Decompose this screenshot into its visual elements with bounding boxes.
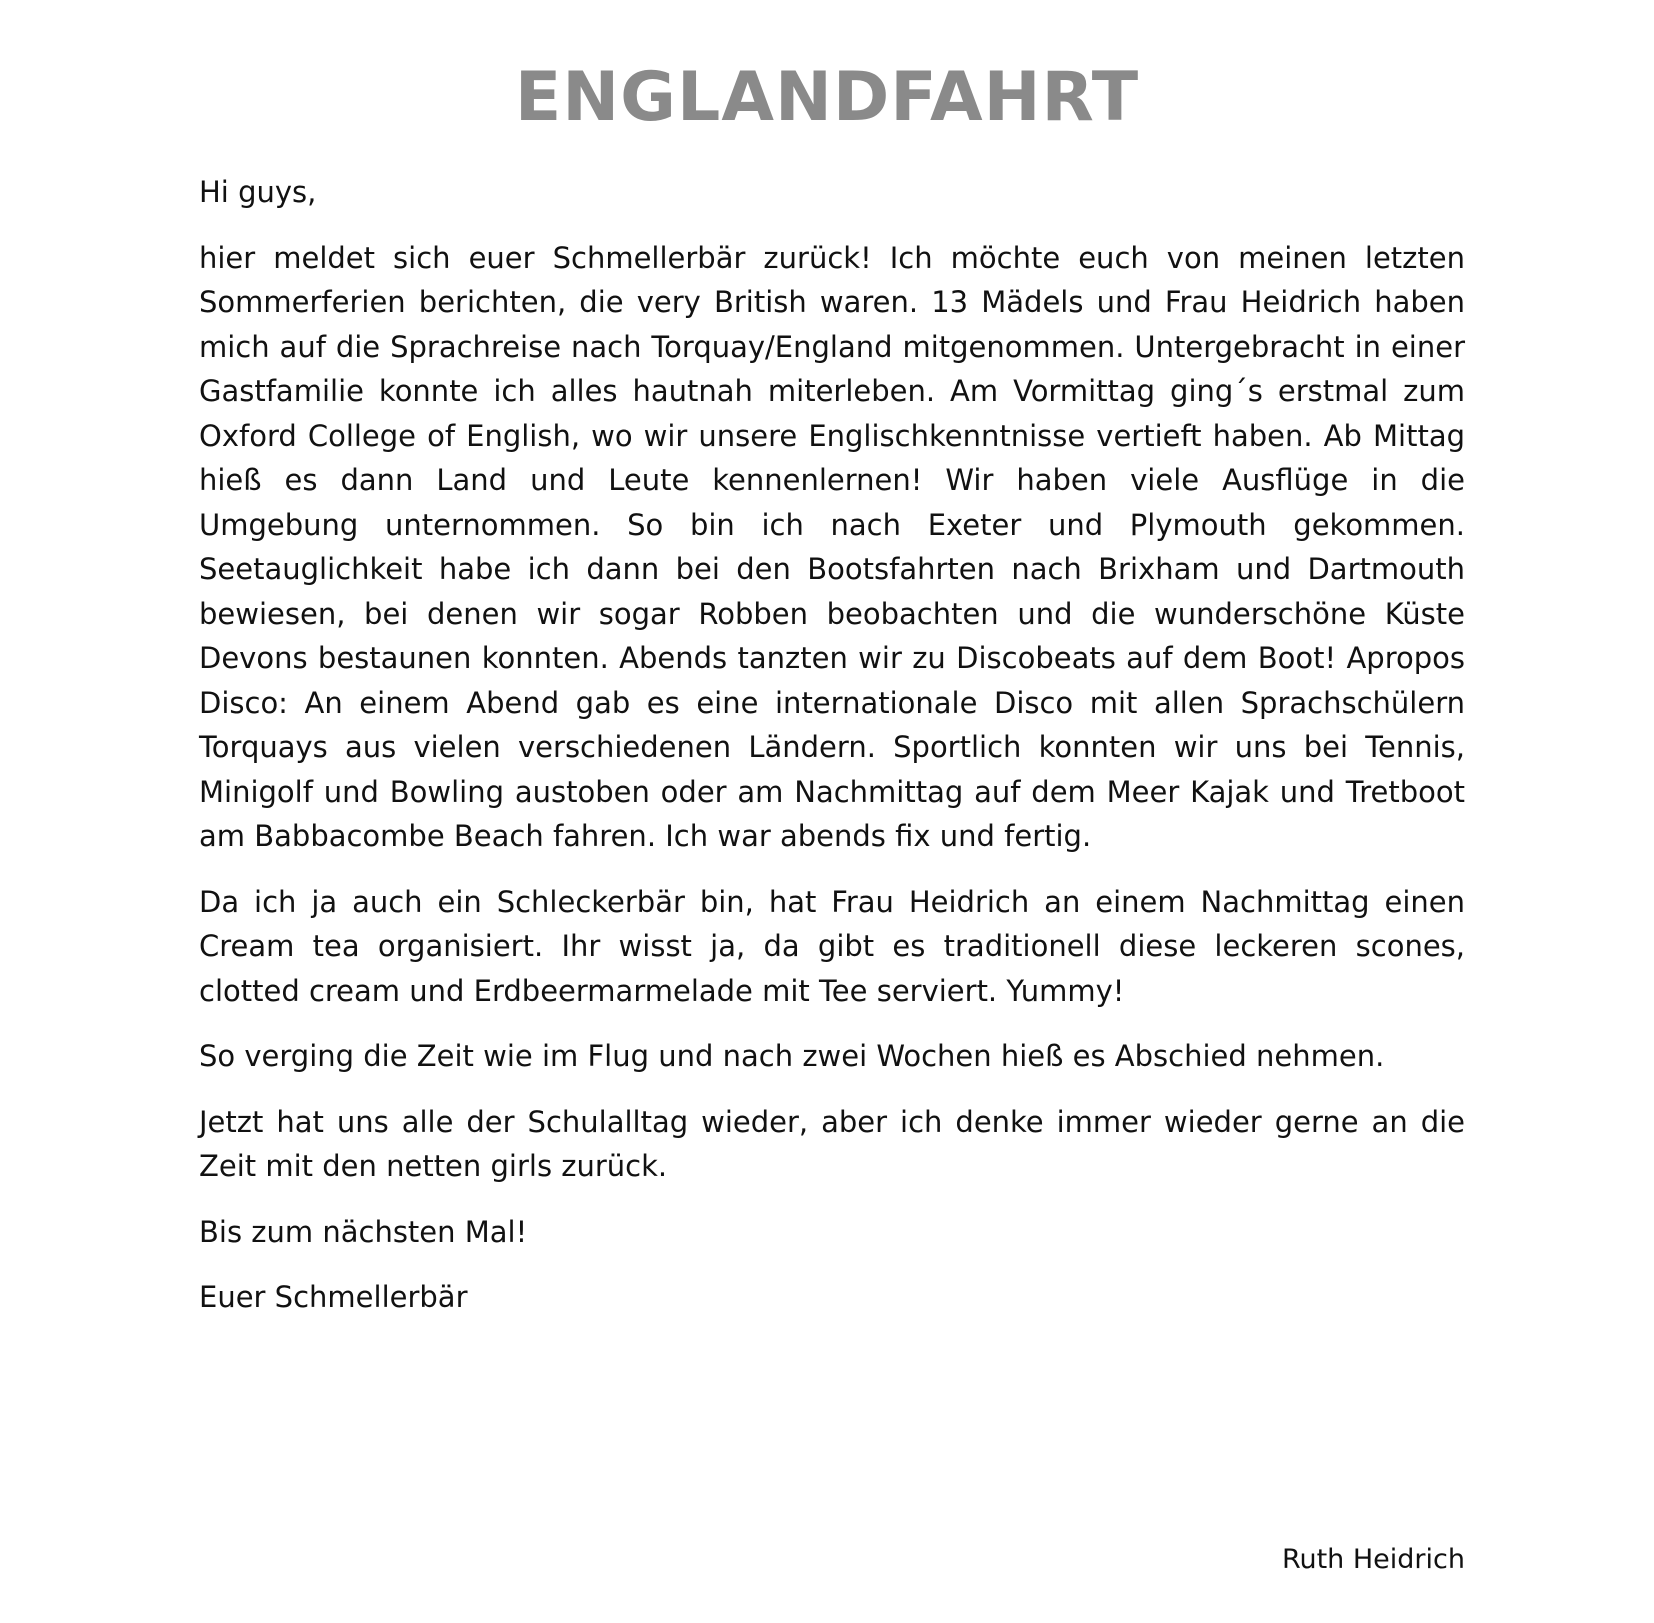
closing-line: Bis zum nächsten Mal!	[199, 1214, 528, 1249]
paragraph-cream-tea: Da ich ja auch ein Schleckerbär bin, hat Frau Heidrich an einem Nachmittag einen Cream tea organisiert. Ihr wisst ja, da gibt es traditionell diese leckeren scones, clotted cream und Erdbeermarmelade mit Tee serviert. Yummy!	[199, 884, 1465, 1008]
paragraph-school: Jetzt hat uns alle der Schulalltag wieder, aber ich denke immer wieder gerne an die Zeit mit den netten girls zurück.	[199, 1104, 1465, 1183]
letter-body	[199, 170, 1465, 1341]
signature: Euer Schmellerbär	[199, 1280, 468, 1314]
author-name: Ruth Heidrich	[1281, 1544, 1465, 1575]
paragraph-main: hier meldet sich euer Schmellerbär zurück! Ich möchte euch von meinen letzten Sommerferien berichten, die very British waren. 13 Mädels und Frau Heidrich haben mich auf die Sprachreise nach Torquay/England mitgenommen. Untergebracht in einer Gastfamilie konnte ich alles hautnah miterleben. Am Vormittag ging´s erstmal zum Oxford College of English, wo wir unsere Englischkenntnisse vertieft haben. Ab Mittag hieß es dann Land und Leute kennenlernen! Wir haben viele Ausflüge in die Umgebung unternommen. So bin ich nach Exeter und Plymouth gekommen. Seetauglichkeit habe ich dann bei den Bootsfahrten nach Brixham und Dartmouth bewiesen, bei denen wir sogar Robben beobachten und die wunderschöne Küste Devons bestaunen konnten. Abends tanzten wir zu Discobeats auf dem Boot! Apropos Disco: An einem Abend gab es eine internationale Disco mit allen Sprachschülern Torquays aus vielen verschiedenen Ländern. Sportlich konnten wir uns bei Tennis, Minigolf und Bowling austoben oder am Nachmittag auf dem Meer Kajak und Tretboot am Babbacombe Beach fahren. Ich war abends fix und fertig.	[199, 240, 1465, 853]
greeting: Hi guys,	[199, 175, 317, 209]
page-title: ENGLANDFAHRT	[514, 58, 1140, 137]
paragraph-farewell: So verging die Zeit wie im Flug und nach zwei Wochen hieß es Abschied nehmen.	[199, 1039, 1385, 1073]
